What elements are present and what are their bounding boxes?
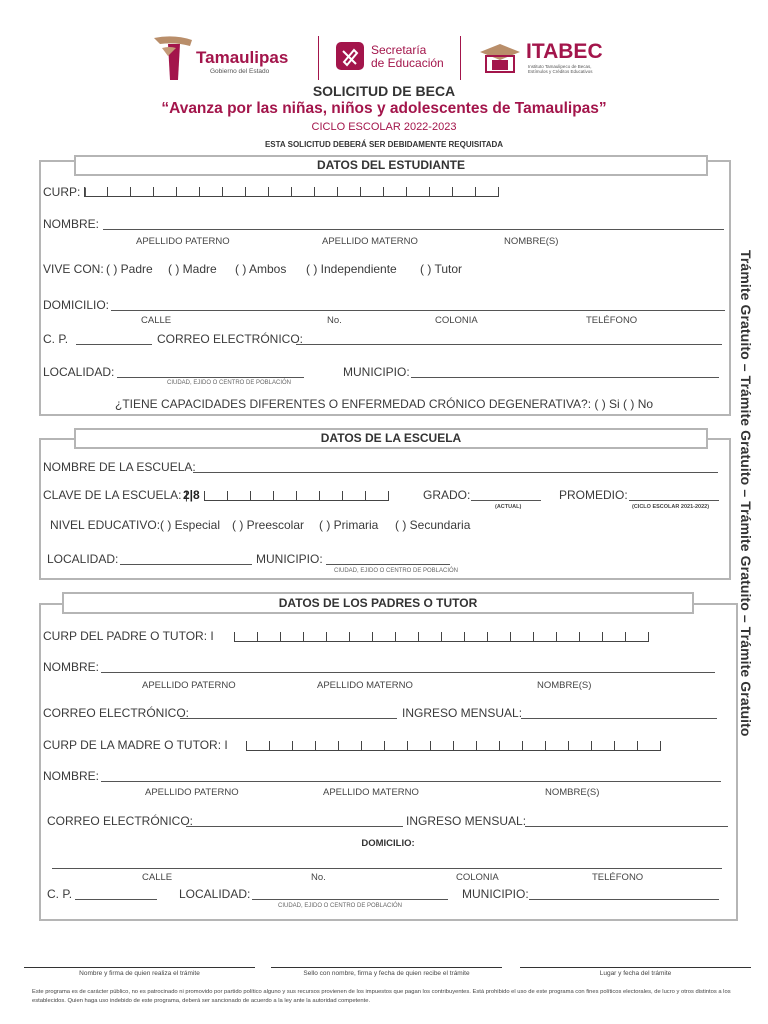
capacidades-question[interactable]: ¿TIENE CAPACIDADES DIFERENTES O ENFERMEDAD CRÓNICO DEGENERATIVA?: ( ) Si ( ) No [115,397,654,411]
curp-madre-label: CURP DE LA MADRE O TUTOR: I [43,738,228,752]
curp-madre-boxes[interactable] [246,741,661,751]
tamaulipas-sub: Gobierno del Estado [210,68,270,75]
parents-cp-field[interactable] [75,899,157,900]
padre-correo-label: CORREO ELECTRÓNICO: [43,706,190,720]
page-title: SOLICITUD DE BECA [312,83,456,99]
vive-con-madre-option[interactable]: ( ) Madre [168,262,217,276]
school-promedio-field[interactable] [629,500,719,501]
nivel-preescolar-option[interactable]: ( ) Preescolar [232,518,305,532]
student-correo-field[interactable] [296,344,722,345]
parents-section-title: DATOS DE LOS PADRES O TUTOR [62,592,694,614]
parents-domicilio-label: DOMICILIO: [361,838,415,849]
student-section-title: DATOS DEL ESTUDIANTE [74,155,708,176]
parents-municipio-label: MUNICIPIO: [462,887,529,901]
school-grado-hint: (ACTUAL) [495,504,522,510]
parents-localidad-label: LOCALIDAD: [179,887,251,901]
parents-localidad-field[interactable] [252,899,448,900]
student-apellido-paterno-hint: APELLIDO PATERNO [136,236,230,247]
student-municipio-field[interactable] [411,377,719,378]
nivel-primaria-option[interactable]: ( ) Primaria [319,518,379,532]
school-section-title: DATOS DE LA ESCUELA [74,428,708,449]
side-free-procedure-text: Trámite Gratuito – Trámite Gratuito – Trámite Gratuito – Trámite Gratuito [738,250,754,737]
madre-apellido-materno-hint: APELLIDO MATERNO [323,787,419,798]
sep-line1: Secretaría [371,43,427,57]
parents-no-hint: No. [311,872,326,883]
school-municipio-label: MUNICIPIO: [256,552,323,566]
padre-correo-field[interactable] [180,718,397,719]
parents-colonia-hint: COLONIA [456,872,499,883]
madre-correo-field[interactable] [186,826,403,827]
madre-ingreso-label: INGRESO MENSUAL: [406,814,527,828]
nivel-educativo-label: NIVEL EDUCATIVO: [50,518,161,532]
vive-con-tutor-option[interactable]: ( ) Tutor [420,262,463,276]
student-localidad-hint: CIUDAD, EJIDO O CENTRO DE POBLACIÓN [167,380,292,386]
student-domicilio-field[interactable] [111,310,725,311]
school-grado-field[interactable] [471,500,541,501]
student-cp-field[interactable] [76,344,152,345]
education-pencil-icon [336,42,364,70]
madre-nombres-hint: NOMBRE(S) [545,787,600,798]
graduation-cap-icon [478,42,522,74]
signature-line-applicant[interactable] [24,967,255,968]
signature-line-receiver[interactable] [271,967,502,968]
student-telefono-hint: TELÉFONO [586,315,638,326]
vive-con-independiente-option[interactable]: ( ) Independiente [306,262,397,276]
student-nombre-label: NOMBRE: [43,217,100,231]
student-correo-label: CORREO ELECTRÓNICO: [157,332,304,346]
padre-ingreso-field[interactable] [521,718,717,719]
itabec-logo [478,42,522,79]
padre-ingreso-label: INGRESO MENSUAL: [402,706,523,720]
slogan: “Avanza por las niñas, niños y adolescentes de Tamaulipas” [161,100,607,117]
school-clave-prefix: 2|8 [183,488,200,502]
nivel-secundaria-option[interactable]: ( ) Secundaria [395,518,471,532]
parents-domicilio-field[interactable] [52,868,722,869]
madre-nombre-label: NOMBRE: [43,769,100,783]
requisite-notice: ESTA SOLICITUD DEBERÁ SER DEBIDAMENTE REQUISITADA [264,140,504,149]
student-calle-hint: CALLE [141,315,172,326]
school-nombre-label: NOMBRE DE LA ESCUELA: [43,460,196,474]
student-localidad-label: LOCALIDAD: [43,365,115,379]
sep-logo [336,42,364,70]
signature-line-place-date[interactable] [520,967,751,968]
curp-padre-label: CURP DEL PADRE O TUTOR: I [43,629,214,643]
school-municipio-field[interactable] [326,564,450,565]
vive-con-label: VIVE CON: [43,262,104,276]
school-clave-label: CLAVE DE LA ESCUELA: | [43,488,188,502]
school-promedio-label: PROMEDIO: [559,488,628,502]
sep-line2: de Educación [371,56,444,70]
student-no-hint: No. [327,315,342,326]
parents-telefono-hint: TELÉFONO [592,872,644,883]
vive-con-ambos-option[interactable]: ( ) Ambos [235,262,287,276]
school-promedio-hint: (CICLO ESCOLAR 2021-2022) [632,504,710,510]
student-apellido-materno-hint: APELLIDO MATERNO [322,236,418,247]
school-nombre-field[interactable] [193,472,718,473]
parents-cp-label: C. P. [47,887,73,901]
nivel-especial-option[interactable]: ( ) Especial [160,518,221,532]
student-curp-boxes[interactable] [84,187,499,197]
madre-ingreso-field[interactable] [525,826,728,827]
school-clave-boxes[interactable] [204,491,389,501]
padre-apellido-paterno-hint: APELLIDO PATERNO [142,680,236,691]
header-divider-2 [460,36,461,80]
signature-label-receiver: Sello con nombre, firma y fecha de quien recibe el trámite [303,970,470,977]
padre-nombre-field[interactable] [101,672,715,673]
header-divider [318,36,319,80]
padre-nombre-label: NOMBRE: [43,660,100,674]
student-curp-label: CURP: I [43,185,88,199]
madre-apellido-paterno-hint: APELLIDO PATERNO [145,787,239,798]
student-cp-label: C. P. [43,332,69,346]
signature-label-applicant: Nombre y firma de quien realiza el trámite [79,970,200,977]
school-cycle: CICLO ESCOLAR 2022-2023 [311,121,457,133]
tamaulipas-logo [154,34,194,87]
school-municipio-hint: CIUDAD, EJIDO O CENTRO DE POBLACIÓN [334,568,459,574]
itabec-name: ITABEC [526,40,603,63]
tamaulipas-emblem-icon [154,34,194,82]
student-nombres-hint: NOMBRE(S) [504,236,559,247]
student-colonia-hint: COLONIA [435,315,478,326]
parents-municipio-field[interactable] [529,899,719,900]
parents-localidad-hint: CIUDAD, EJIDO O CENTRO DE POBLACIÓN [278,903,403,909]
legal-footer: Este programa es de carácter público, no es patrocinado ni promovido por partido político alguno y sus recursos provienen de los impuestos que pagan los contribuyentes. Está prohibido el uso de este programa con fines políticos electorales, de lucro y otros distintos a los establecidos. Quien haga uso indebido de este programa, deberá ser sancionado de acuerdo a la ley ante la autoridad competente. [32,989,731,1004]
school-localidad-field[interactable] [120,564,252,565]
signature-label-place-date: Lugar y fecha del trámite [599,970,672,977]
madre-nombre-field[interactable] [101,781,721,782]
student-localidad-field[interactable] [117,377,304,378]
student-municipio-label: MUNICIPIO: [343,365,410,379]
school-grado-label: GRADO: [423,488,471,502]
itabec-sub: Instituto Tamaulipeco de Becas, Estímulos y Créditos Educativos [528,64,593,74]
curp-padre-boxes[interactable] [234,632,649,642]
padre-nombres-hint: NOMBRE(S) [537,680,592,691]
madre-correo-label: CORREO ELECTRÓNICO: [47,814,194,828]
parents-calle-hint: CALLE [142,872,173,883]
student-domicilio-label: DOMICILIO: [43,298,110,312]
student-nombre-field[interactable] [103,229,724,230]
school-localidad-label: LOCALIDAD: [47,552,119,566]
vive-con-padre-option[interactable]: ( ) Padre [106,262,153,276]
padre-apellido-materno-hint: APELLIDO MATERNO [317,680,413,691]
tamaulipas-name: Tamaulipas [196,48,289,67]
